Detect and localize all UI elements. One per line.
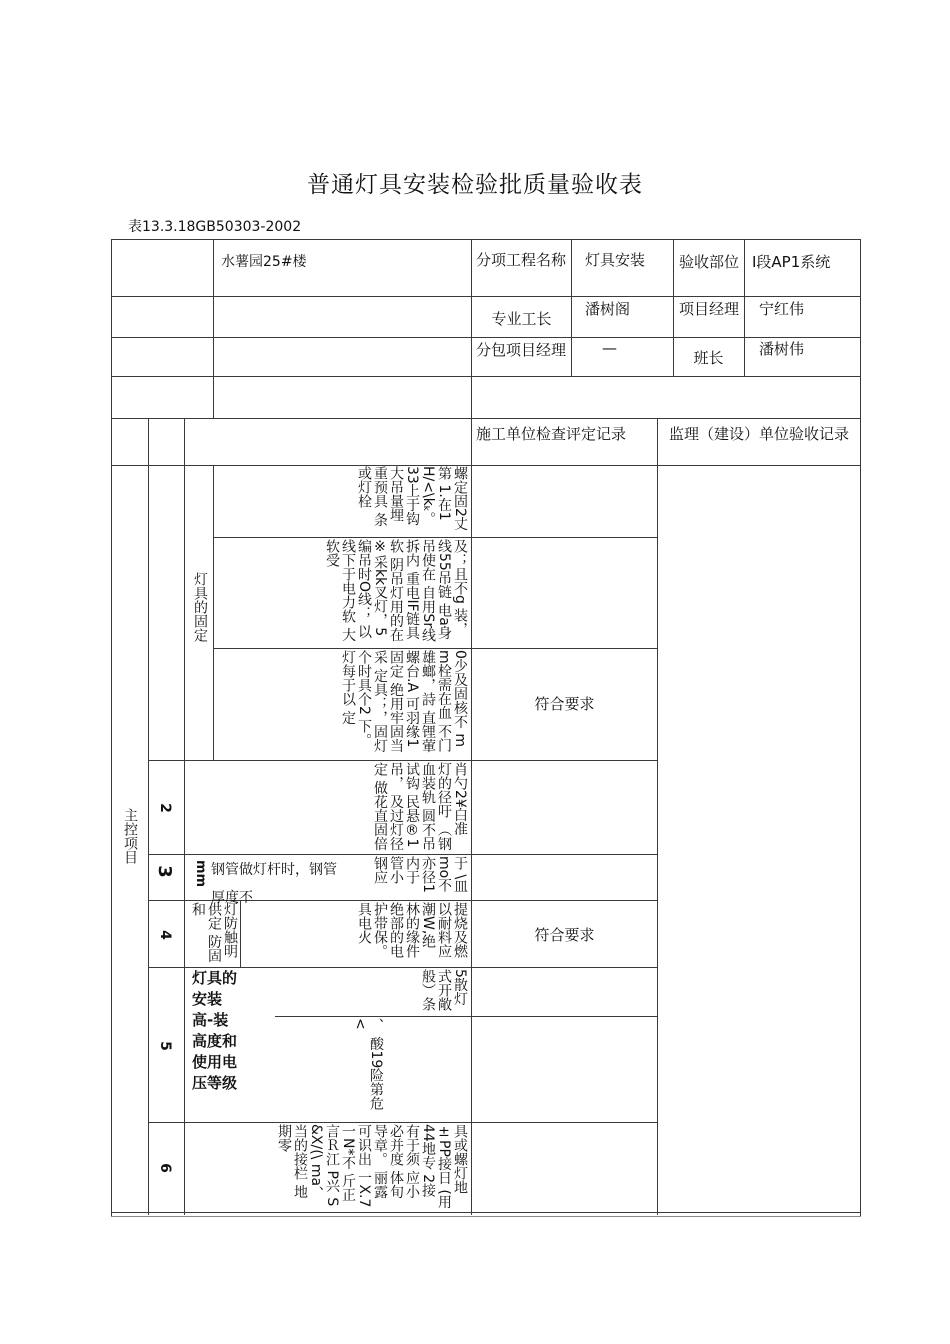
item1-text-c: 0少及固核不 mm栓需在血 不门雄螂，詩 直锂葷螺台.A 可羽缘1固定 绝用牢固当采 定具；，固灯 个时具个2 下。灯每于以 定: [340, 650, 468, 753]
table-line: [111, 296, 861, 297]
item3-mm: mm: [193, 860, 208, 888]
item5-text-a: 5散灯 式开敞 般）条: [420, 969, 468, 1011]
table-line: [111, 239, 861, 240]
acceptance-part-label: 验收部位: [679, 253, 740, 271]
table-line: [148, 418, 149, 1215]
item5-number: 5: [156, 1041, 173, 1051]
table-line: [571, 239, 572, 376]
table-line: [148, 1122, 658, 1123]
item2-text: 肖勺2¥白准 灯的径吁 （钢血装轨 圆不吊试钩 民悬®1吊， 及过灯径定 做花直固倍: [372, 762, 468, 851]
project-manager-label: 项目经理: [679, 300, 740, 318]
sub-manager-value: —: [602, 339, 617, 357]
project-manager-value: 宁红伟: [759, 300, 805, 318]
item3-text-b: 于 \皿 mo不 亦径1 内于 管小 钢应: [372, 856, 468, 894]
sub-manager-label: 分包项目经理: [476, 341, 567, 359]
item4-result: 符合要求: [534, 926, 595, 944]
item4-text-b: 提烧及燃 以耐料应 潮W,绝 林的缘件 绝部的电 护带保。 具电火: [356, 902, 468, 958]
foreman-label: 专业工长: [491, 310, 552, 328]
table-line: [213, 465, 214, 760]
table-line: [111, 1212, 861, 1213]
table-line: [184, 418, 185, 1215]
table-line: [213, 239, 214, 418]
table-line: [213, 537, 658, 538]
table-line: [860, 239, 861, 1216]
table-line: [275, 1016, 658, 1017]
table-line: [111, 239, 112, 1216]
acceptance-part-value: Ⅰ段AP1系统: [752, 253, 831, 271]
item1-result: 符合要求: [534, 695, 595, 713]
table-line: [148, 854, 658, 855]
team-leader-label: 班长: [693, 349, 724, 367]
form-code: 表13.3.18GB50303-2002: [128, 219, 302, 235]
table-line: [213, 648, 658, 649]
sub-project-label: 分项工程名称: [476, 251, 567, 269]
main-control-label: 主控项目: [122, 808, 138, 864]
table-line: [111, 1216, 861, 1217]
item3-number: 3: [153, 865, 175, 878]
item6-text: 具或螺灯地 ±PP接日 (用44地专 2接有于须 应小必并度 体旬导章。 丽露可识出 一X.7一N*不 斤正言Ｒ江 P兴 S&X/(\ ma、 当的接栏 地期零: [276, 1124, 468, 1209]
table-line: [657, 418, 658, 1215]
construction-record-header: 施工单位检查评定记录: [476, 425, 627, 443]
project-name: 水薯园25#楼: [221, 254, 307, 270]
table-line: [471, 239, 472, 1215]
table-line: [744, 239, 745, 376]
table-line: [111, 337, 861, 338]
item4-text-a: 灯防触明供定 防固 和: [190, 902, 238, 963]
team-leader-value: 潘树伟: [759, 340, 805, 358]
fixing-label: 灯具的固定: [192, 572, 208, 642]
item1-text-b: 及；且不g 装，线55吊链 电a身吊使在 自用Sr线拆内 重电IF链具软 阴吊灯用的在 ※采kk叉灯，5 编吊时O线； 以线下于电力软 大软受: [324, 539, 468, 643]
page-title: 普通灯具安装检验批质量验收表: [307, 172, 643, 198]
table-line: [111, 418, 861, 419]
item6-number: 6: [156, 1163, 173, 1173]
item5-label: 灯具的安装高-装高度和使用电压等级: [192, 969, 238, 1092]
table-line: [111, 376, 861, 377]
sub-project-value: 灯具安装: [585, 251, 646, 269]
table-line: [148, 760, 658, 761]
item4-number: 4: [156, 930, 173, 940]
item1-text-a: 螺定固2丈第 1.在1 H/<\kₖ。 33上于钩 大吊量埋 重预具 条或灯栓: [356, 466, 468, 531]
item2-number: 2: [156, 803, 173, 813]
supervision-record-header: 监理（建设）单位验收记录: [668, 425, 849, 443]
item3-text-a: 钢管做灯杆时，钢管厚度不: [211, 862, 337, 906]
item5-text-b: 、 酸19险第危<: [352, 1018, 384, 1111]
foreman-value: 潘树阁: [585, 300, 631, 318]
